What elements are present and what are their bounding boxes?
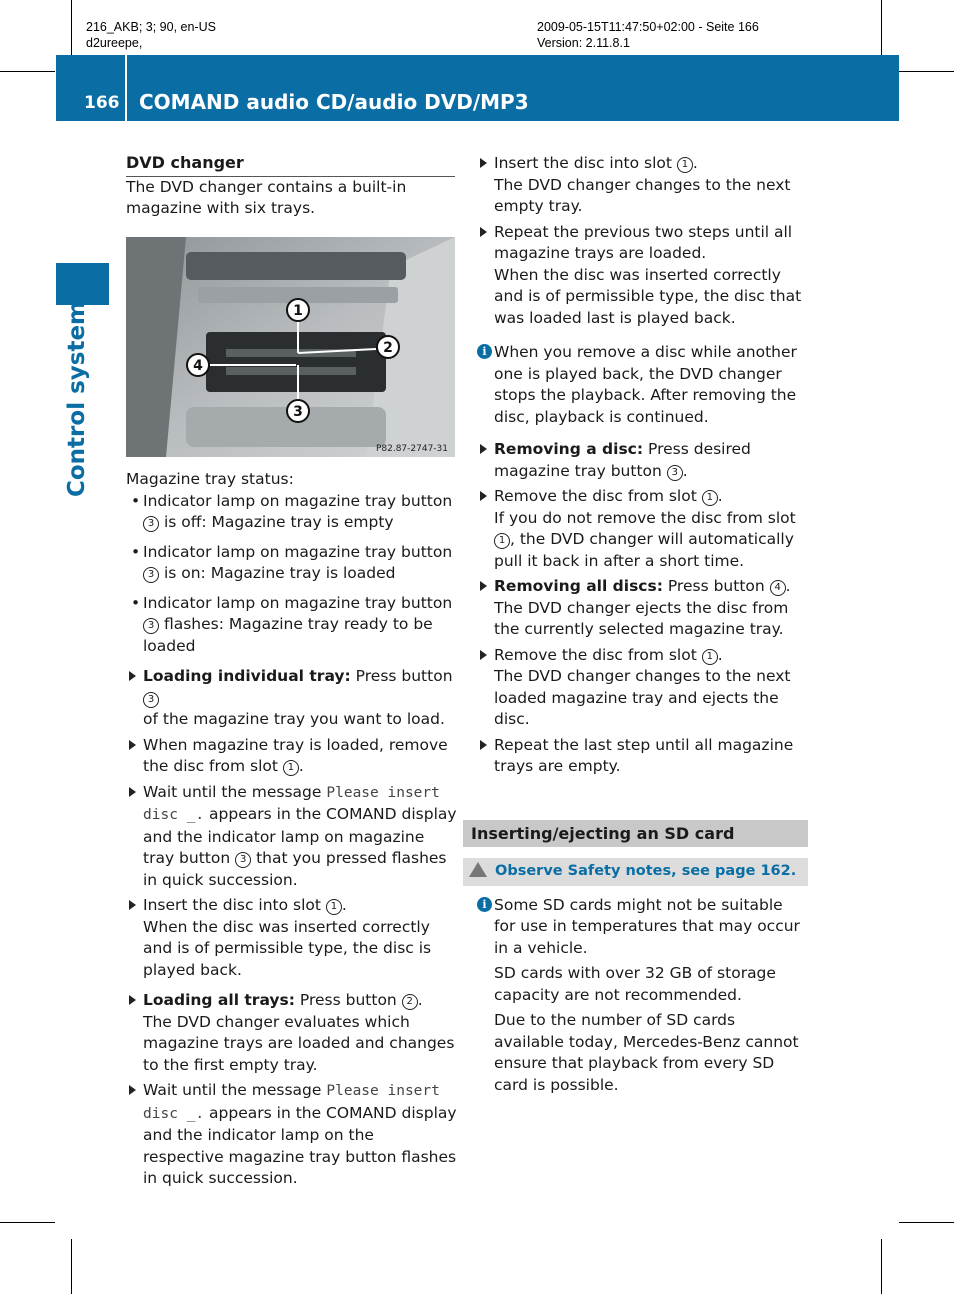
info-paragraph: SD cards with over 32 GB of storage capacity are not recommended. <box>494 964 776 1004</box>
step-item: Wait until the message Please insert disc _. appears in the COMAND display and the indicator lamp on magazine tray button 3 that you pressed flashes in quick succession. <box>126 782 457 892</box>
crop-mark <box>881 1239 882 1294</box>
step-item: Remove the disc from slot 1 . If you do not remove the disc from slot 1 , the DVD changer will automatically pull it back in after a short time. <box>477 486 808 572</box>
step-arrow-icon <box>129 787 136 797</box>
page-header <box>56 55 899 121</box>
step-arrow-icon <box>129 900 136 910</box>
svg-text:3: 3 <box>293 404 303 420</box>
crop-mark <box>71 1239 72 1294</box>
step-arrow-icon <box>480 740 487 750</box>
info-icon: i <box>477 897 492 912</box>
dvd-changer-photo <box>126 237 455 457</box>
intro-text: The DVD changer contains a built-in magazine with six trays. <box>126 177 407 217</box>
meta-line: d2ureepe, <box>86 36 143 50</box>
print-meta-right <box>537 19 759 51</box>
left-column-top <box>126 152 455 220</box>
meta-line: Version: 2.11.8.1 <box>537 36 630 50</box>
step-item: Wait until the message Please insert disc _. appears in the COMAND display and the indicator lamp on the respective magazine tray button flashes in quick succession. <box>126 1080 457 1190</box>
svg-text:1: 1 <box>293 303 303 319</box>
right-column <box>471 153 808 1096</box>
step-item: Remove the disc from slot 1 . The DVD changer changes to the next loaded magazine tray and ejects the disc. <box>477 645 808 731</box>
svg-text:2: 2 <box>383 340 393 356</box>
safety-warning: Observe Safety notes, see page 162. <box>463 858 808 886</box>
sd-section-heading: Inserting/ejecting an SD card <box>463 820 808 848</box>
info-note: i When you remove a disc while another one is played back, the DVD changer stops the playback. After removing the disc, playback is continued. <box>477 342 808 428</box>
list-item: • Indicator lamp on magazine tray button 3 is off: Magazine tray is empty <box>126 491 457 534</box>
warning-triangle-icon <box>469 862 487 877</box>
list-item: • Indicator lamp on magazine tray button 3 is on: Magazine tray is loaded <box>126 542 457 585</box>
crop-mark <box>899 71 954 72</box>
callout-1 <box>287 299 309 321</box>
step-arrow-icon <box>129 740 136 750</box>
step-arrow-icon <box>480 650 487 660</box>
header-divider <box>125 55 127 121</box>
step-item: Repeat the last step until all magazine trays are empty. <box>477 735 808 778</box>
photo-code: P82.87-2747-31 <box>375 444 448 454</box>
svg-text:4: 4 <box>193 358 203 374</box>
step-item: Removing all discs: Press button 4 . The DVD changer ejects the disc from the currently selected magazine tray. <box>477 576 808 641</box>
step-item: Loading all trays: Press button 2 . The DVD changer evaluates which magazine trays are loaded and changes to the first empty tray. <box>126 990 457 1076</box>
step-arrow-icon <box>129 1085 136 1095</box>
step-item: When magazine tray is loaded, remove the disc from slot 1 . <box>126 735 457 778</box>
step-item: Repeat the previous two steps until all magazine trays are loaded. When the disc was inserted correctly and is of permissible type, the disc that was loaded last is played back. <box>477 222 808 330</box>
crop-mark <box>899 1222 954 1223</box>
info-note: i Some SD cards might not be suitable for use in temperatures that may occur in a vehicle. <box>477 895 808 960</box>
info-paragraph: Due to the number of SD cards available today, Mercedes-Benz cannot ensure that playback from every SD card is possible. <box>494 1011 799 1094</box>
crop-mark <box>0 71 55 72</box>
status-intro: Magazine tray status: <box>126 470 294 488</box>
step-item: Loading individual tray: Press button 3 of the magazine tray you want to load. <box>126 666 457 731</box>
step-arrow-icon <box>480 581 487 591</box>
callout-4 <box>187 354 209 376</box>
step-arrow-icon <box>129 995 136 1005</box>
page-title: COMAND audio CD/audio DVD/MP3 <box>139 90 529 114</box>
step-item: Insert the disc into slot 1 . When the disc was inserted correctly and is of permissible type, the disc is played back. <box>126 895 457 981</box>
crop-mark <box>71 0 72 55</box>
step-item: Removing a disc: Press desired magazine tray button 3 . <box>477 439 808 482</box>
crop-mark <box>0 1222 55 1223</box>
step-item: Insert the disc into slot 1 . The DVD changer changes to the next empty tray. <box>477 153 808 218</box>
step-arrow-icon <box>480 444 487 454</box>
step-arrow-icon <box>480 227 487 237</box>
meta-line: 2009-05-15T11:47:50+02:00 - Seite 166 <box>537 20 759 34</box>
crop-mark <box>881 0 882 55</box>
info-icon: i <box>477 344 492 359</box>
callout-3 <box>287 400 309 422</box>
callout-2 <box>377 336 399 358</box>
print-meta-left <box>86 19 216 51</box>
left-column-body <box>126 469 457 1190</box>
list-item: • Indicator lamp on magazine tray button 3 flashes: Magazine tray ready to be loaded <box>126 593 457 658</box>
section-heading: DVD changer <box>126 152 455 177</box>
step-arrow-icon <box>480 491 487 501</box>
step-arrow-icon <box>129 671 136 681</box>
chapter-label: Control systems <box>64 287 90 497</box>
step-arrow-icon <box>480 158 487 168</box>
meta-line: 216_AKB; 3; 90, en-US <box>86 20 216 34</box>
page-number: 166 <box>84 93 120 113</box>
